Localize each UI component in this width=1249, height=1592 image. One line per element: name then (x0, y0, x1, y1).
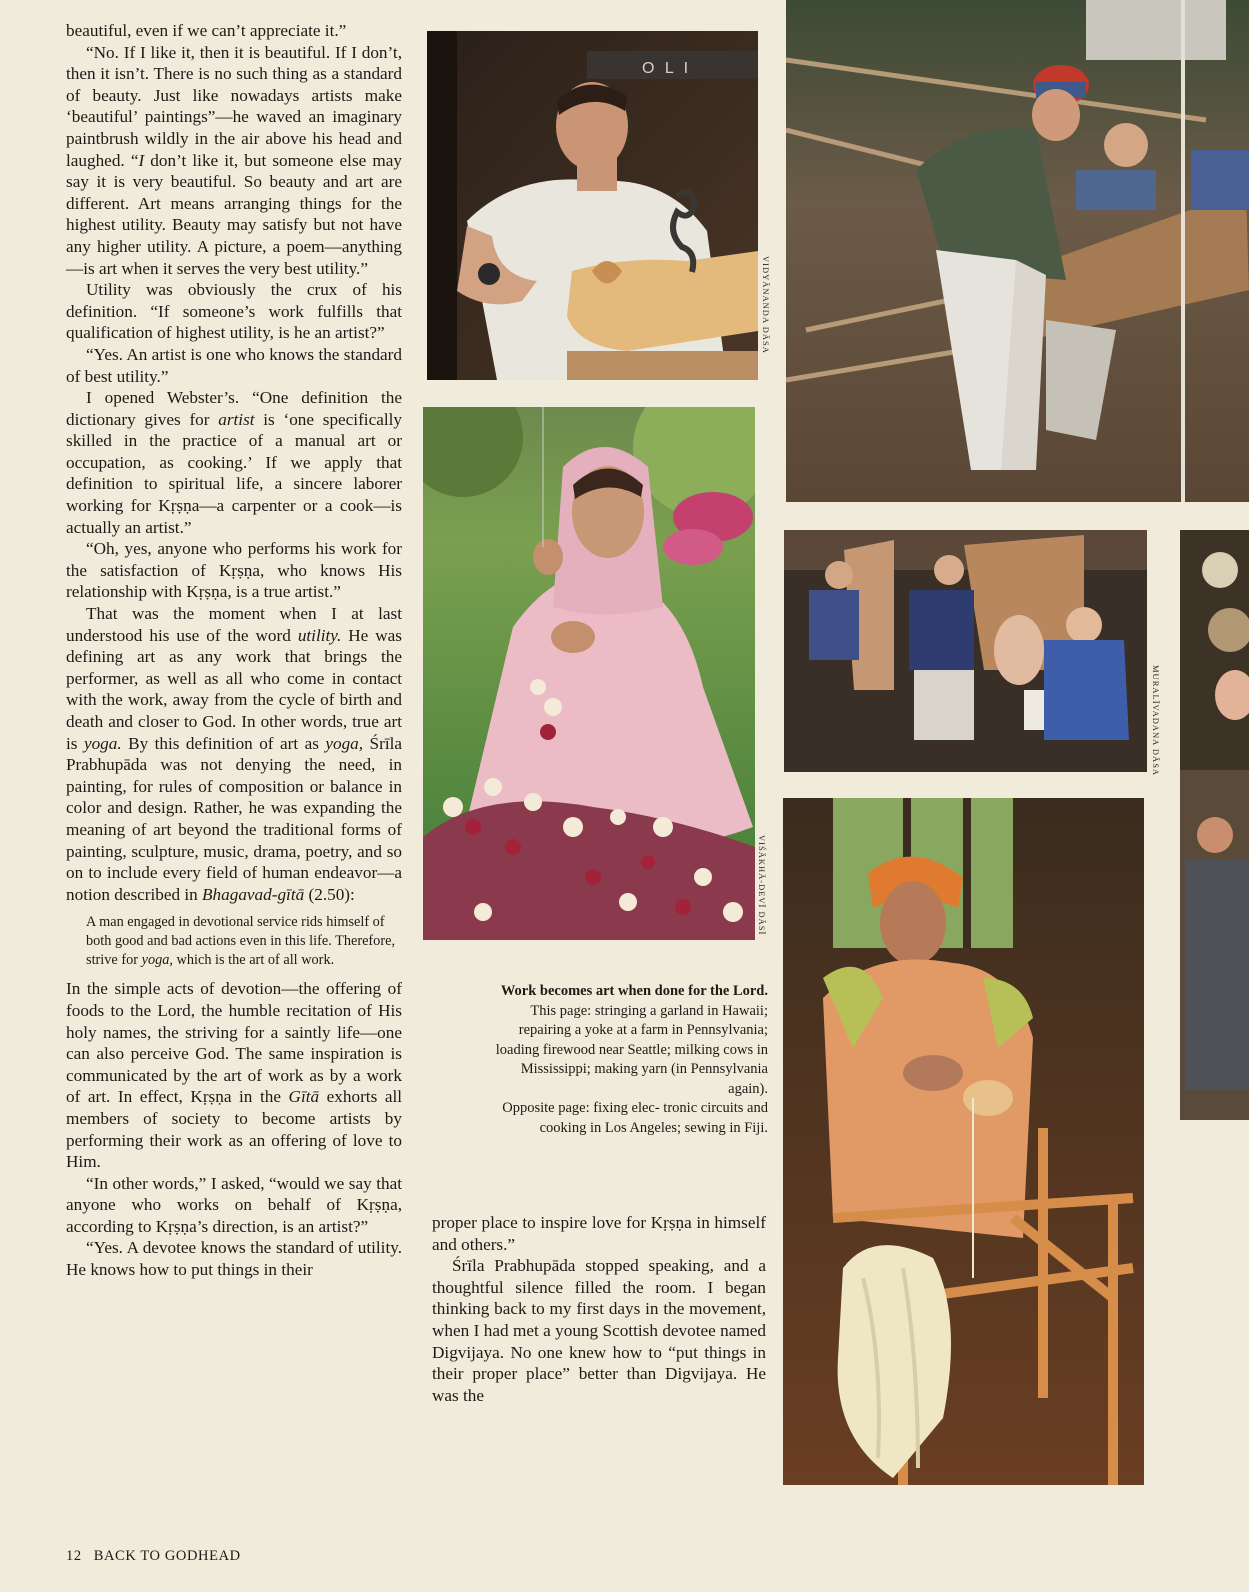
men-loading-log-icon (786, 0, 1249, 502)
man-carving-yoke-icon (427, 31, 758, 380)
photo-opposite-edge (1180, 530, 1249, 1120)
article-column-left (66, 20, 402, 1281)
caption-heading: Work becomes art when done for the Lord. (500, 983, 768, 999)
photo-milking (784, 530, 1147, 772)
photo-firewood (786, 0, 1249, 502)
woman-spinning-yarn-icon (783, 798, 1144, 1485)
article-column-middle (432, 1212, 766, 1406)
article-paragraph: “Yes. An artist is one who knows the standard of best utility.” (66, 344, 402, 386)
article-paragraph: “Yes. A devotee knows the standard of utility. He knows how to put things in their (66, 1238, 402, 1280)
photo-yoke-repair (427, 31, 758, 380)
article-paragraph: proper place to inspire love for Kṛṣṇa in himself and others.” (432, 1213, 766, 1254)
article-paragraph: I opened Webster’s. “One definition the dictionary gives for artist is ‘one specifically skilled in the practice of a manual art or occupation, as cooking.’ If we apply that definition to spiritual life, a sincere laborer working for Kṛṣṇa—a carpenter or a cook—is actually an artist.” (66, 388, 402, 537)
caption-this-page: This page: stringing a garland in Hawaii; repairing a yoke at a farm in Pennsylvania; loading firewood near Seattle; milking cows in Mississippi; making yarn (in Pennsylvania again). (495, 1002, 768, 1097)
woman-stringing-garland-icon (423, 407, 755, 940)
photo-credit-garland: VIŚĀKHĀ-DEVĪ DĀSĪ (757, 835, 767, 936)
article-paragraph: That was the moment when I at last understood his use of the word utility. He was defining art as any work that brings the performer, as well as all who come in contact with the work, away from the cycle of birth and death and closer to God. In other words, true art is yoga. By this definition of art as yoga, Śrīla Prabhupāda was not denying the need, in painting, for rules of composition or balance in color and design. Rather, he was expanding the meaning of art beyond the traditional forms of painting, sculpture, music, drama, poetry, and so on to include every field of human endeavor—a notion described in Bhagavad-gītā (2.50): (66, 604, 402, 904)
article-paragraph: “No. If I like it, then it is beautiful. If I don’t, then it isn’t. There is no such thing as a standard of beauty. Just like nowadays artists make ‘beautiful’ paintings”—he waved an imaginary paintbrush wildly in the air above his head and laughed. “I don’t like it, but someone else may say it is very beautiful. So beauty and art are different. Art means arranging things for the highest utility. Beauty may satisfy but not have any higher utility. A picture, a poem—anything—is art when it serves the very best utility.” (66, 42, 402, 278)
article-paragraph: Śrīla Prabhupāda stopped speaking, and a thoughtful silence filled the room. I began thinking back to my first days in the movement, when I had met a young Scottish devotee named Digvijaya. No one knew how to “put things in their proper place” better than Digvijaya. He was the (432, 1256, 766, 1405)
article-paragraph: Utility was obviously the crux of his definition. “If someone’s work fulfills that qualification of highest utility, is he an artist?” (66, 280, 402, 343)
caption-opposite-page: Opposite page: fixing elec- tronic circuits and cooking in Los Angeles; sewing in Fiji. (502, 1100, 768, 1136)
photo-spinning (783, 798, 1144, 1485)
article-paragraph: “In other words,” I asked, “would we say that anyone who works on behalf of Kṛṣṇa, according to Kṛṣṇa’s direction, is an artist?” (66, 1173, 402, 1236)
photo-garland (423, 407, 755, 940)
men-milking-cows-icon (784, 530, 1147, 772)
opposite-page-edge-icon (1180, 530, 1249, 1120)
svg-text:O L I: O L I (642, 60, 692, 77)
photo-credit-yoke: VIDYĀNANDA DĀSA (761, 256, 771, 354)
page-footer (66, 1548, 241, 1565)
photo-caption (482, 982, 768, 1138)
photo-credit-milking: MURALĪVADANA DĀSA (1151, 665, 1161, 777)
article-paragraph: In the simple acts of devotion—the offering of foods to the Lord, the humble recitation of His holy names, the striving for a saintly life—one can also perceive God. The same inspiration is communicated by the art of work as by a work of art. In effect, Kṛṣṇa in the Gītā exhorts all members of society to become artists by performing their work as an offering of love to Him. (66, 979, 402, 1172)
gita-quote: A man engaged in devotional service rids himself of both good and bad actions even in this life. Therefore, strive for yoga, which is the art of all work. (86, 914, 396, 969)
page-number: 12 (66, 1548, 82, 1564)
article-paragraph: beautiful, even if we can’t appreciate it.” (66, 21, 347, 40)
magazine-title: BACK TO GODHEAD (93, 1548, 241, 1564)
article-paragraph: “Oh, yes, anyone who performs his work for the satisfaction of Kṛṣṇa, who knows His relationship with Kṛṣṇa, is a true artist.” (66, 539, 402, 602)
